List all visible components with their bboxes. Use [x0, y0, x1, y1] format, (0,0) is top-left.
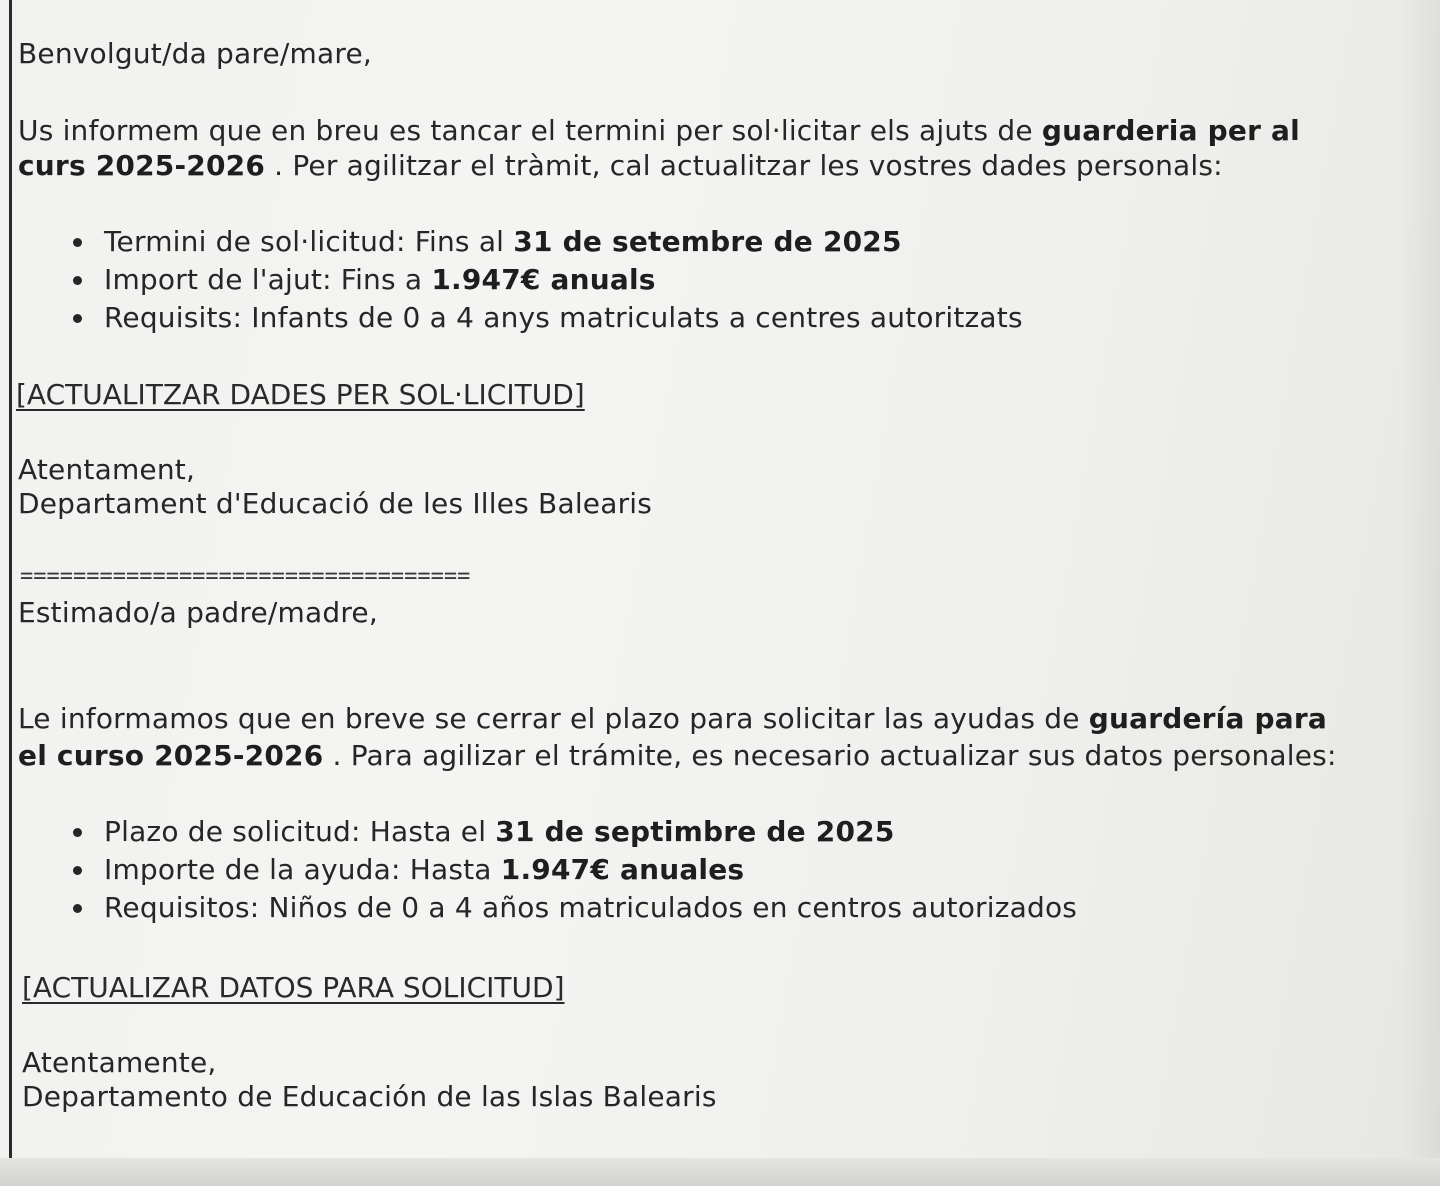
intro-catalan-line2	[18, 149, 1223, 183]
greeting-spanish: Estimado/a padre/madre,	[18, 596, 378, 629]
bullet-icon	[73, 828, 82, 837]
intro-spanish-line1	[18, 702, 1327, 736]
update-data-link-spanish[interactable]: [ACTUALIZAR DATOS PARA SOLICITUD]	[22, 971, 565, 1004]
section-separator: ==================================	[20, 564, 471, 589]
list-item: Requisits: Infants de 0 a 4 anys matriculats a centres autoritzats	[104, 299, 1023, 337]
left-margin-line	[9, 0, 12, 1158]
intro-spanish-line2	[18, 739, 1337, 773]
bullet-icon	[73, 866, 82, 875]
closing-catalan: Atentament,	[18, 453, 196, 486]
spanish-bullet-list	[104, 813, 1077, 927]
paper-shadow	[1400, 0, 1440, 1186]
closing-spanish: Atentamente,	[22, 1046, 217, 1079]
intro-catalan-bold2: curs 2025-2026	[18, 149, 266, 182]
bullet-icon	[73, 904, 82, 913]
intro-catalan-line1	[18, 114, 1300, 148]
intro-spanish-bold2: el curso 2025-2026	[18, 739, 324, 772]
background-surface	[0, 1158, 1440, 1186]
intro-catalan-bold1: guarderia per al	[1041, 114, 1300, 147]
list-item: Termini de sol·licitud: Fins al 31 de setembre de 2025	[104, 223, 1023, 261]
update-data-link-catalan[interactable]: [ACTUALITZAR DADES PER SOL·LICITUD]	[16, 378, 585, 411]
bullet-icon	[73, 276, 82, 285]
catalan-bullet-list	[104, 223, 1023, 337]
list-item: Requisitos: Niños de 0 a 4 años matriculados en centros autorizados	[104, 889, 1077, 927]
bullet-icon	[73, 314, 82, 323]
list-item: Plazo de solicitud: Hasta el 31 de septimbre de 2025	[104, 813, 1077, 851]
intro-spanish-text: Le informamos que en breve se cerrar el plazo para solicitar las ayudas de	[18, 702, 1089, 735]
greeting-catalan: Benvolgut/da pare/mare,	[18, 37, 372, 70]
bullet-icon	[73, 238, 82, 247]
signature-catalan: Departament d'Educació de les Illes Balearis	[18, 487, 653, 520]
intro-catalan-text2: . Per agilitzar el tràmit, cal actualitzar les vostres dades personals:	[265, 149, 1223, 182]
intro-catalan-text: Us informem que en breu es tancar el termini per sol·licitar els ajuts de	[18, 114, 1042, 147]
signature-spanish: Departamento de Educación de las Islas Balearis	[22, 1080, 717, 1113]
intro-spanish-text2: . Para agilizar el trámite, es necesario actualizar sus datos personales:	[323, 739, 1337, 772]
list-item: Import de l'ajut: Fins a 1.947€ anuals	[104, 261, 1023, 299]
list-item: Importe de la ayuda: Hasta 1.947€ anuales	[104, 851, 1077, 889]
intro-spanish-bold1: guardería para	[1088, 702, 1327, 735]
